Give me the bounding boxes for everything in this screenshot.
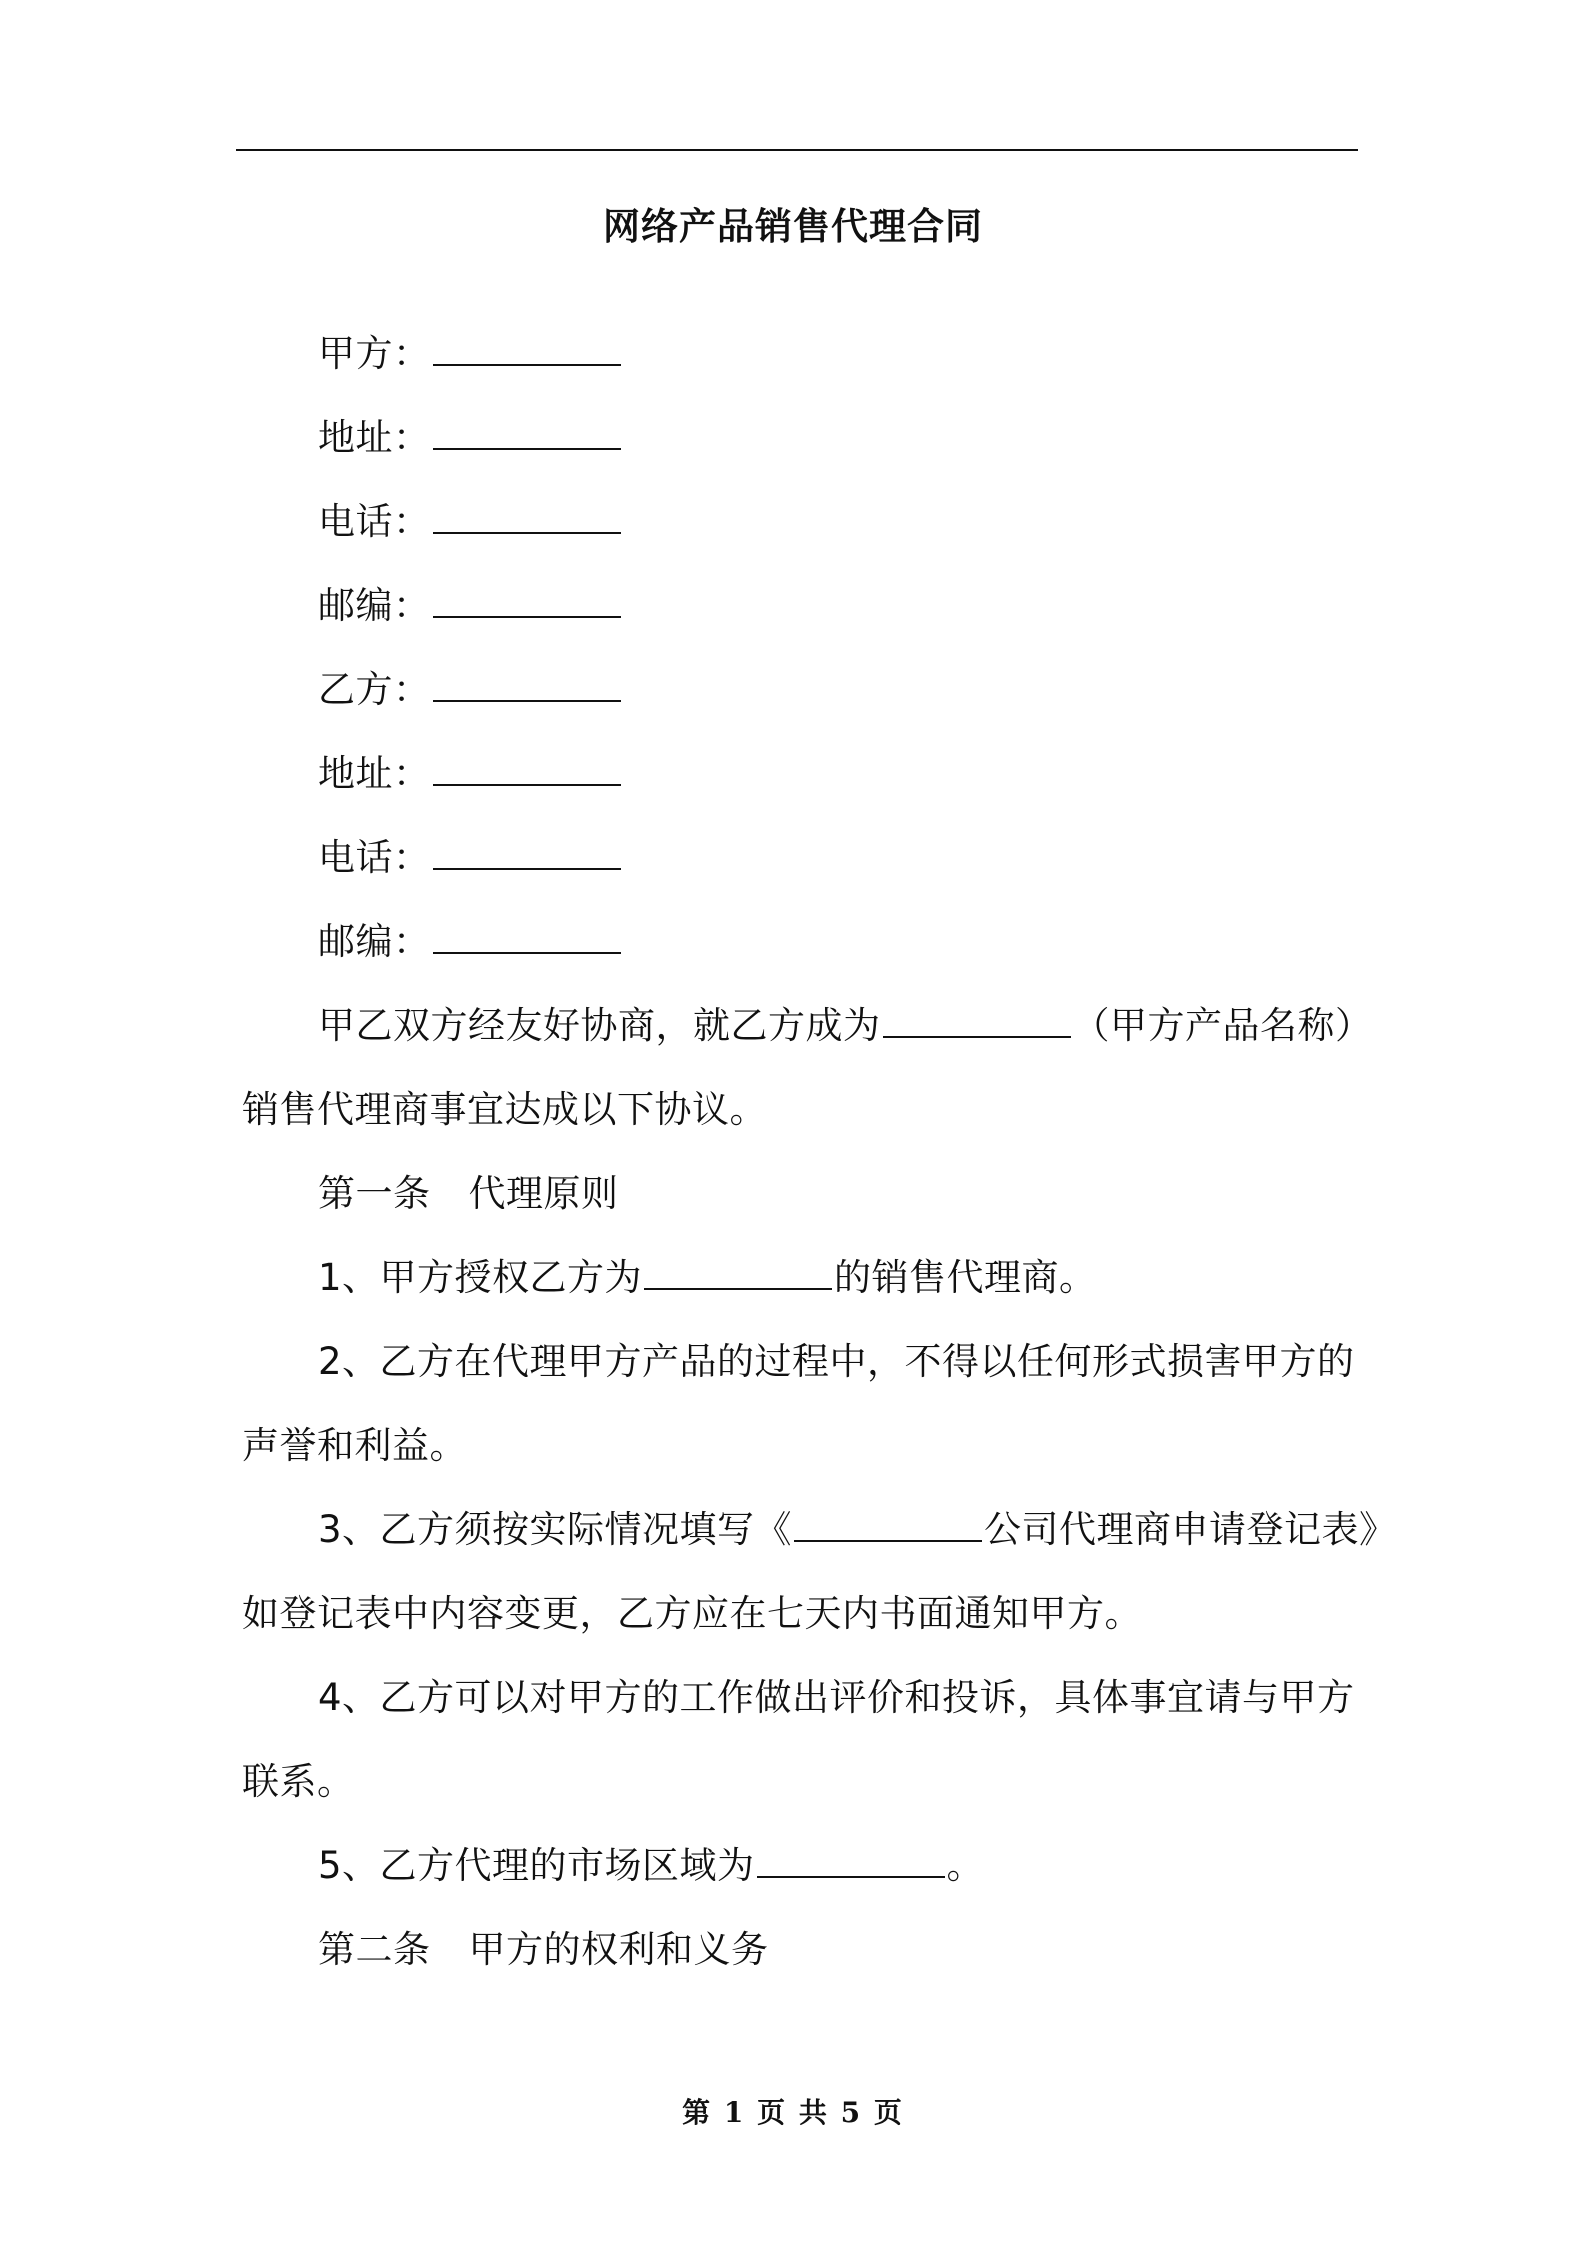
party-b-phone-line: [318, 831, 623, 885]
field-label: 电话：: [318, 500, 431, 543]
header-rule: [236, 149, 1358, 151]
page-number-footer: 第 1 页 共 5 页: [682, 2096, 904, 2129]
party-a-postcode-line: [318, 579, 623, 633]
article-2-heading: [318, 1923, 769, 1977]
article-number: 第二条: [318, 1928, 431, 1971]
clause-text: 2、乙方在代理甲方产品的过程中，不得以任何形式损害甲方的: [318, 1340, 1355, 1383]
article-1-heading: [318, 1167, 619, 1221]
clause-text: 公司代理商申请登记表》: [984, 1508, 1397, 1551]
field-label: 电话：: [318, 836, 431, 879]
document-title: 网络产品销售代理合同: [603, 205, 983, 248]
party-b-name-line: [318, 663, 623, 717]
blank-field[interactable]: [433, 334, 621, 366]
intro-paragraph-line-2: [242, 1083, 767, 1137]
clause-text: 3、乙方须按实际情况填写《: [318, 1508, 793, 1551]
party-b-address-line: [318, 747, 623, 801]
blank-field[interactable]: [883, 1006, 1071, 1038]
clause-text: 如登记表中内容变更，乙方应在七天内书面通知甲方。: [242, 1592, 1142, 1635]
party-a-name-line: [318, 327, 623, 381]
intro-text: 甲乙双方经友好协商，就乙方成为: [318, 1004, 881, 1047]
blank-field[interactable]: [433, 586, 621, 618]
intro-text: （甲方产品名称）: [1072, 1004, 1373, 1047]
blank-field[interactable]: [433, 838, 621, 870]
blank-field[interactable]: [433, 670, 621, 702]
blank-field[interactable]: [433, 754, 621, 786]
blank-field[interactable]: [757, 1846, 945, 1878]
party-a-phone-line: [318, 495, 623, 549]
clause-text: 1、甲方授权乙方为: [318, 1256, 643, 1299]
article-number: 第一条: [318, 1172, 431, 1215]
blank-field[interactable]: [644, 1258, 832, 1290]
field-label: 地址：: [318, 416, 431, 459]
field-label: 乙方：: [318, 668, 431, 711]
party-b-postcode-line: [318, 915, 623, 969]
clause-text: 的销售代理商。: [834, 1256, 1097, 1299]
clause-4-line-2: [242, 1755, 355, 1809]
clause-2-line-2: [242, 1419, 467, 1473]
party-a-address-line: [318, 411, 623, 465]
blank-field[interactable]: [794, 1510, 982, 1542]
clause-text: 5、乙方代理的市场区域为: [318, 1844, 755, 1887]
clause-2-line-1: [318, 1335, 1355, 1389]
clause-text: 声誉和利益。: [242, 1424, 467, 1467]
clause-text: 。: [946, 1844, 985, 1887]
field-label: 甲方：: [318, 332, 431, 375]
clause-1: [318, 1251, 1097, 1305]
clause-text: 联系。: [242, 1760, 355, 1803]
clause-5: [318, 1839, 984, 1893]
clause-3-line-1: [318, 1503, 1397, 1557]
blank-field[interactable]: [433, 418, 621, 450]
clause-4-line-1: [318, 1671, 1355, 1725]
clause-3-line-2: [242, 1587, 1142, 1641]
field-label: 地址：: [318, 752, 431, 795]
clause-text: 4、乙方可以对甲方的工作做出评价和投诉，具体事宜请与甲方: [318, 1676, 1355, 1719]
article-title: 代理原则: [468, 1172, 619, 1215]
blank-field[interactable]: [433, 922, 621, 954]
blank-field[interactable]: [433, 502, 621, 534]
intro-paragraph-line-1: [318, 999, 1373, 1053]
field-label: 邮编：: [318, 584, 431, 627]
field-label: 邮编：: [318, 920, 431, 963]
intro-text: 销售代理商事宜达成以下协议。: [242, 1088, 767, 1131]
article-title: 甲方的权利和义务: [468, 1928, 769, 1971]
